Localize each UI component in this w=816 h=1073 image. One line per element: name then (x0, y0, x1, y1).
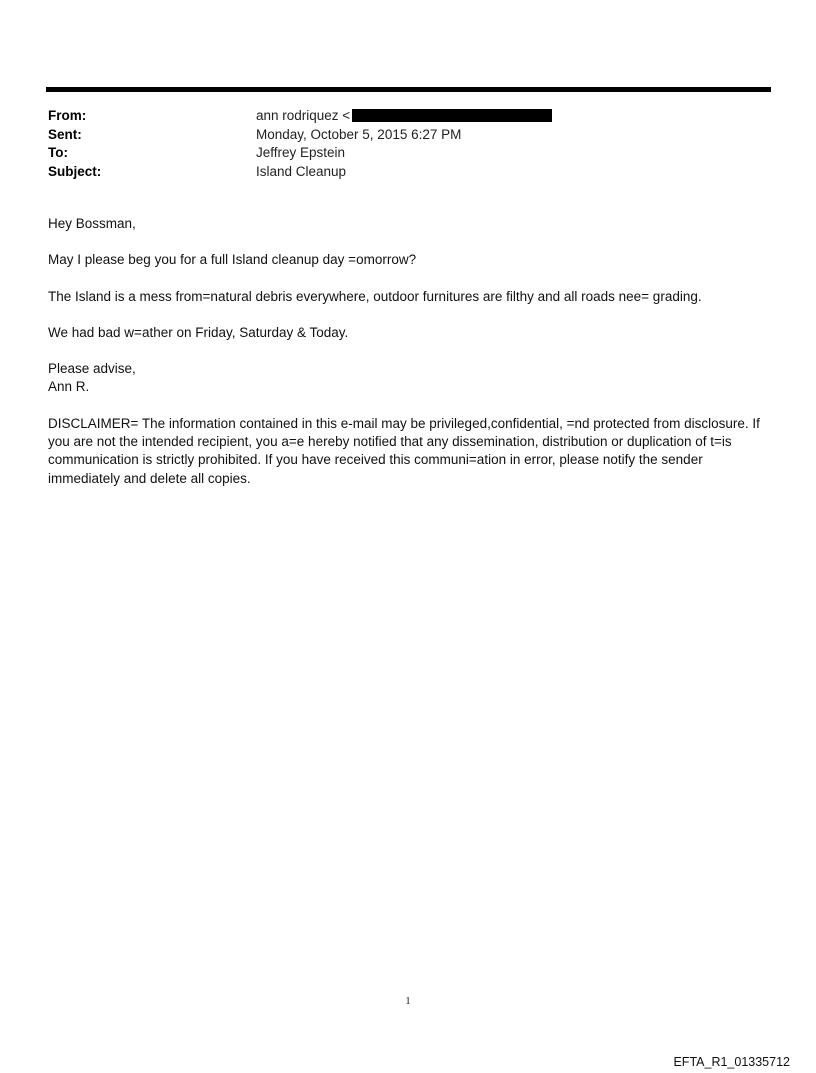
subject-row (48, 163, 748, 182)
body-paragraph: We had bad w=ather on Friday, Saturday & Today. (48, 324, 349, 340)
to-row (48, 144, 748, 163)
to-label: To: (48, 145, 68, 160)
signature: Ann R. (48, 379, 90, 395)
disclaimer: DISCLAIMER= The information contained in this e-mail may be privileged,confidential, =nd protected from disclosure. If you are not the intended recipient, you a=e hereby notified that any dissemination, distribution or duplication of t=is communication is strictly prohibited. If you have received this communi=ation in error, please notify the sender immediately and delete all copies. (48, 415, 760, 486)
from-value (256, 107, 552, 126)
closing-block (48, 360, 773, 397)
document-id: EFTA_R1_01335712 (673, 1055, 790, 1069)
body-paragraph: The Island is a mess from=natural debris everywhere, outdoor furnitures are filthy and all roads nee= grading. (48, 288, 702, 304)
subject-label: Subject: (48, 163, 102, 179)
greeting: Hey Bossman, (48, 216, 136, 231)
closing-line: Please advise, (48, 361, 136, 377)
from-label: From: (48, 108, 87, 123)
sent-row (48, 126, 748, 145)
to-value: Jeffrey Epstein (256, 145, 346, 160)
subject-value: Island Cleanup (256, 163, 347, 179)
header-divider (46, 87, 771, 92)
sender-name: ann rodriquez < (256, 108, 351, 123)
page-number: 1 (405, 995, 411, 1007)
email-body (48, 215, 773, 506)
email-header (48, 107, 748, 181)
body-paragraph: May I please beg you for a full Island cleanup day =omorrow? (48, 252, 417, 268)
sent-label: Sent: (48, 126, 82, 142)
redaction-box (352, 109, 552, 122)
from-row (48, 107, 748, 126)
sent-value: Monday, October 5, 2015 6:27 PM (256, 126, 462, 142)
